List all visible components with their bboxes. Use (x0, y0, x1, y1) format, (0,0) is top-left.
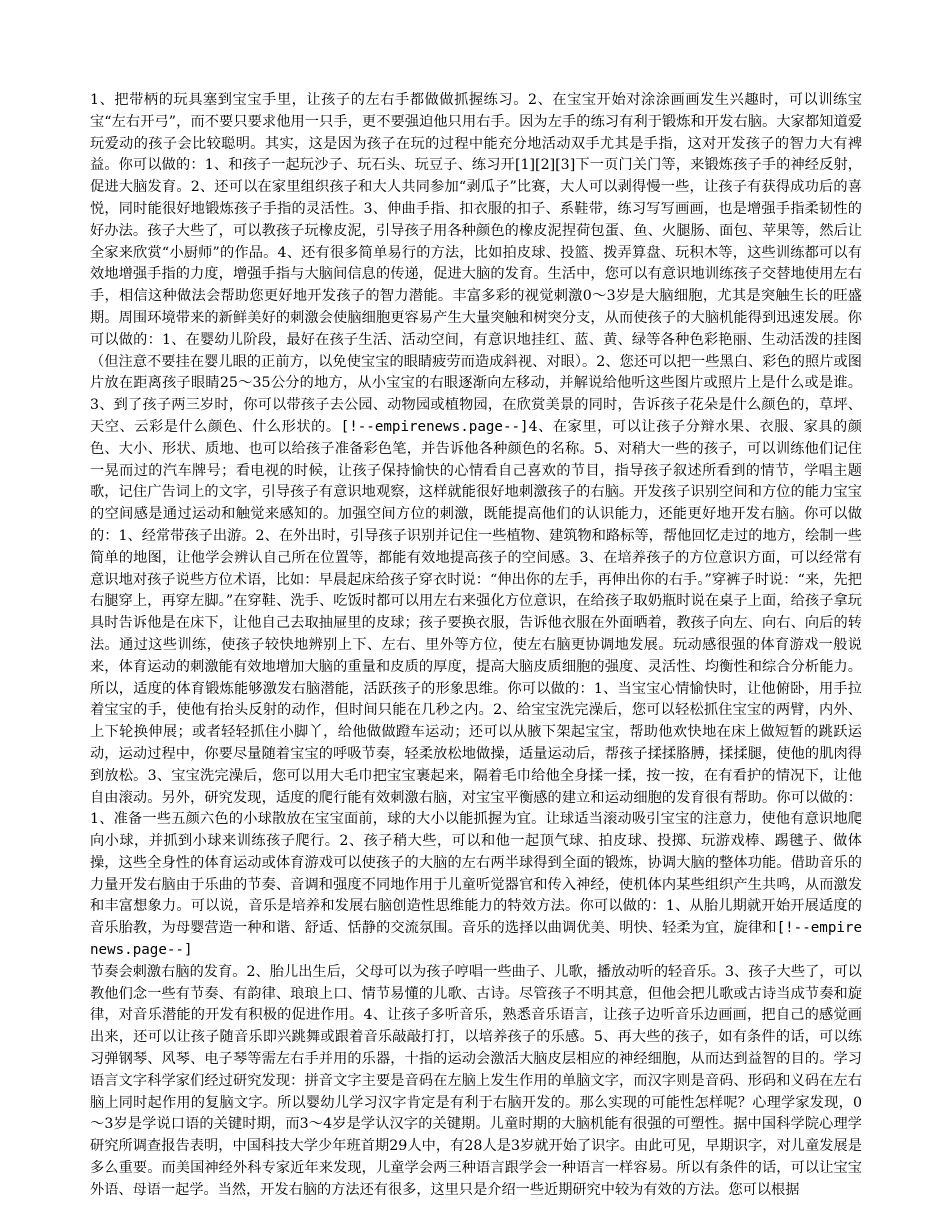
page-break-marker: [!--empirenews.page--] (340, 418, 529, 435)
paragraph-text: 4、在家里，可以让孩子分辩水果、衣服、家具的颜色、大小、形状、质地、也可以给孩子准备彩色笔，并告诉他各种颜色的名称。5、对稍大一些的孩子，可以训练他们记住一晃而过的汽车牌号；看电视的时候，让孩子保持愉快的心情看自己喜欢的节目，指导孩子叙述所看到的情节，学唱主题歌，记住广告词上的文字，引导孩子有意识地观察，这样就能很好地刺激孩子的右脑。开发孩子识别空间和方位的能力宝宝的空间感是通过运动和触觉来感知的。加强空间方位的刺激，既能提高他们的认识能力，还能更好地开发右脑。你可以做的：1、经常带孩子出游。2、在外出时，引导孩子识别并记住一些植物、建筑物和路标等，帮他回忆走过的地方，绘制一些简单的地图，让他学会辨认自己所在位置等，都能有效地提高孩子的空间感。3、在培养孩子的方位意识方面，可以经常有意识地对孩子说些方位术语，比如：早晨起床给孩子穿衣时说：“伸出你的左手，再伸出你的右手。”穿裤子时说：“来，先把右腿穿上，再穿左脚。”在穿鞋、洗手、吃饭时都可以用左右来强化方位意识，在给孩子取奶瓶时说在桌子上面，给孩子拿玩具时告诉他是在床下，让他自己去取抽屉里的皮球；孩子要换衣服，告诉他衣服在外面晒着，教孩子向左、向右、向后的转法。通过这些训练，使孩子较快地辨别上下、左右、里外等方位，使左右脑更协调地发展。玩动感很强的体育游戏一般说来，体育运动的刺激能有效地增加大脑的重量和皮质的厚度，提高大脑皮质细胞的强度、灵活性、均衡性和综合分析能力。所以，适度的体育锻炼能够激发右脑潜能，活跃孩子的形象思维。你可以做的：1、当宝宝心情愉快时，让他俯卧，用手拉着宝宝的手，使他有抬头反射的动作，但时间只能在几秒之内。2、给宝宝洗完澡后，您可以轻松抓住宝宝的两臂，内外、上下轮换伸展；或者轻轻抓住小脚丫，给他做做蹬车运动；还可以从腋下架起宝宝，帮助他欢快地在床上做短暂的跳跃运动，运动过程中，你要尽量随着宝宝的呼吸节奏，轻柔放松地做操，适量运动后，帮孩子揉揉胳膊，揉揉腿，使他的肌肉得到放松。3、宝宝洗完澡后，您可以用大毛巾把宝宝裹起来，隔着毛巾给他全身揉一揉，按一按，在有看护的情况下，让他自由滚动。另外，研究发现，适度的爬行能有效刺激右脑，对宝宝平衡感的建立和运动细胞的发育很有帮助。你可以做的：1、准备一些五颜六色的小球散放在宝宝面前，球的大小以能抓握为宜。让球适当滚动吸引宝宝的注意力，使他有意识地爬向小球，并抓到小球来训练孩子爬行。2、孩子稍大些，可以和他一起顶气球、拍皮球、投掷、玩游戏棒、踢毽子、做体操，这些全身性的体育运动或体育游戏可以使孩子的大脑的左右两半球得到全面的锻炼，协调大脑的整体功能。借助音乐的力量开发右脑由于乐曲的节奏、音调和强度不同地作用于儿童听觉器官和传入神经，使机体内某些组织产生共鸣，从而激发和丰富想象力。可以说，音乐是培养和发展右脑创造性思维能力的特效方法。你可以做的：1、从胎儿期就开始开展适度的音乐胎教，为母婴营造一种和谐、舒适、恬静的交流氛围。音乐的选择以曲调优美、明快、轻柔为宜，旋律和 (90, 418, 862, 937)
paragraph-text: 门关门等，来锻炼孩子手的神经反射，促进大脑发育。2、还可以在家里组织孩子和大人共同参加“剥瓜子”比赛，大人可以剥得慢一些，让孩子有获得成功后的喜悦，同时能很好地锻炼孩子手指的灵活性。3、伸曲手指、扣衣服的扣子、系鞋带，练习写写画画，也是增强手指柔韧性的好办法。孩子大些了，可以教孩子玩橡皮泥，引导孩子用各种颜色的橡皮泥捏荷包蛋、鱼、火腿肠、面包、苹果等，然后让全家来欣赏“小厨师”的作品。4、还有很多简单易行的方法，比如拍皮球、投篮、拨弄算盘、玩积木等，这些训练都可以有效地增强手指的力度，增强手指与大脑间信息的传递，促进大脑的发育。生活中，您可以有意识地训练孩子交替地使用左右手，相信这种做法会帮助您更好地开发孩子的智力潜能。丰富多彩的视觉刺激0～3岁是大脑细胞，尤其是突触生长的旺盛期。周围环境带来的新鲜美好的刺激会使脑细胞更容易产生大量突触和树突分支，从而使孩子的大脑机能得到迅速发展。你可以做的：1、在婴幼儿阶段，最好在孩子生活、活动空间，有意识地挂红、蓝、黄、绿等各种色彩艳丽、生动活泼的挂图（但注意不要挂在婴儿眼的正前方，以免使宝宝的眼睛疲劳而造成斜视、对眼）。2、您还可以把一些黑白、彩色的照片或图片放在距离孩子眼睛25～35公分的地方，从小宝宝的右眼逐渐向左移动，并解说给他听这些图片或照片上是什么或是谁。3、到了孩子两三岁时，你可以带孩子去公园、动物园或植物园，在欣赏美景的同时，告诉孩子花朵是什么颜色的，草坪、天空、云彩是什么颜色、什么形状的。 (90, 157, 862, 435)
article-body (90, 90, 862, 1202)
page-break-marker: [!--empirenews.page--] (90, 920, 862, 959)
paragraph-text: 1、把带柄的玩具塞到宝宝手里，让孩子的左右手都做做抓握练习。2、在宝宝开始对涂涂画画发生兴趣时，可以训练宝宝“左右开弓”，而不要只要求他用一只手，更不要强迫他只用右手。因为左手的练习有利于锻炼和开发右脑。大家都知道爱玩爱动的孩子会比较聪明。其实，这是因为孩子在玩的过程中能充分地活动双手尤其是手指，这对开发孩子的智力大有裨益。你可以做的：1、和孩子一起玩沙子、玩石头、玩豆子、练习开 (90, 92, 862, 174)
page-navigation-link[interactable]: [1][2][3]下一页 (514, 157, 619, 174)
paragraph (90, 90, 862, 1202)
paragraph-text: 节奏会刺激右脑的发育。2、胎儿出生后，父母可以为孩子哼唱一些曲子、儿歌，播放动听的轻音乐。3、孩子大些了，可以教他们念一些有节奏、有韵律、琅琅上口、情节易懂的儿歌、古诗。尽管孩子不明其意，但他会把儿歌或古诗当成节奏和旋律，对音乐潜能的开发有积极的促进作用。4、让孩子多听音乐，熟悉音乐语言，让孩子边听音乐边画画，把自己的感觉画出来，还可以让孩子随音乐即兴跳舞或跟着音乐敲敲打打，以培养孩子的乐感。5、再大些的孩子，如有条件的话，可以练习弹钢琴、风琴、电子琴等需左右手并用的乐器，十指的运动会激活大脑皮层相应的神经细胞，从而达到益智的目的。学习语言文字科学家们经过研究发现：拼音文字主要是音码在左脑上发生作用的单脑文字，而汉字则是音码、形码和义码在左右脑上同时起作用的复脑文字。所以婴幼儿学习汉字肯定是有利于右脑开发的。那么实现的可能性怎样呢？心理学家发现，0～3岁是学说口语的关键时期，而3～4岁是学认汉字的关键期。儿童时期的大脑机能有很强的可塑性。据中国科学院心理学研究所调查报告表明，中国科技大学少年班首期29人中，有28人是3岁就开始了识字。由此可见，早期识字，对儿童发展是多么重要。而美国神经外科专家近年来发现，儿童学会两三种语言跟学会一种语言一样容易。所以有条件的话，可以让宝宝外语、母语一起学。当然，开发右脑的方法还有很多，这里只是介绍一些近期研究中较为有效的方法。您可以根据 (90, 963, 862, 1198)
